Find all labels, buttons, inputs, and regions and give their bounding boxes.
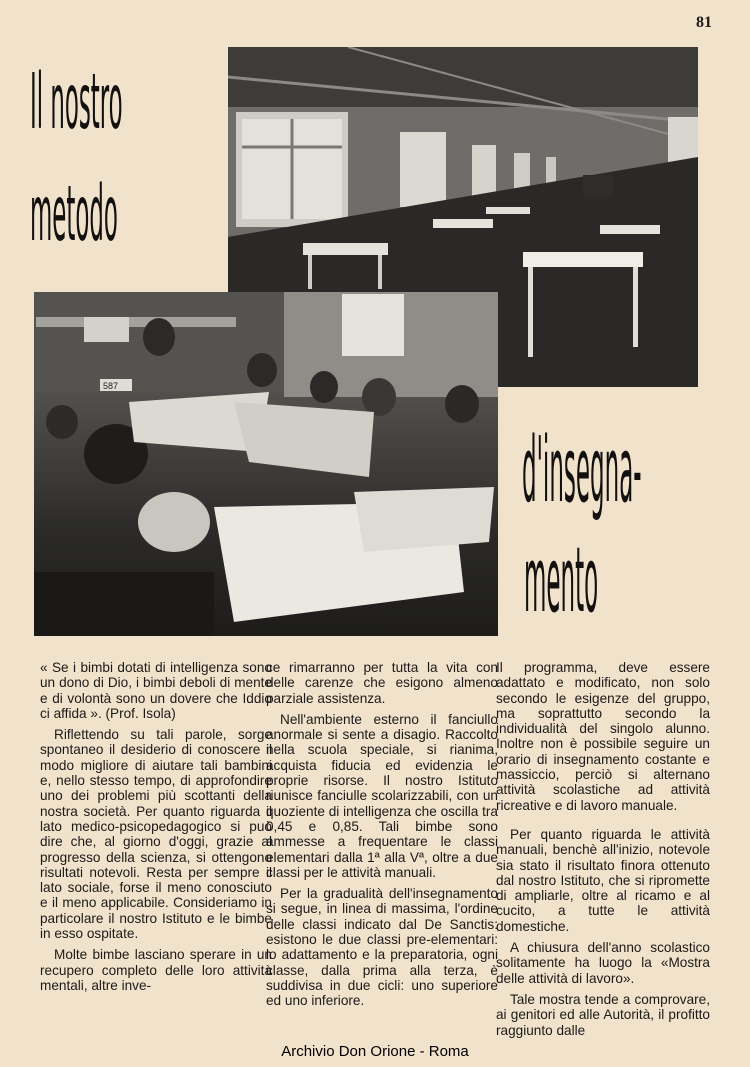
paragraph: A chiusura dell'anno scolastico solitamente ha luogo la «Mostra delle attività di lavoro». [496, 940, 710, 986]
sewing-class-photo [34, 292, 498, 636]
page-number: 81 [696, 14, 712, 31]
archive-footer: Archivio Don Orione - Roma [281, 1043, 469, 1060]
paragraph: Nell'ambiente esterno il fanciullo anormale si sente a disagio. Raccolto nella scuola speciale, si rianima, acquista fiducia ed evidenzia le proprie risorse. Il nostro Istituto riunisce fanciulle scolarizzabili, con un quoziente di intelligenza che oscilla tra 0,45 e 0,85. Tali bimbe sono ammesse a frequentare le classi elementari dalla 1ª alla Vª, oltre a due classi per le attività manuali. [266, 711, 498, 880]
paragraph: Per quanto riguarda le attività manuali, benchè all'inizio, notevole sia stato il risultato finora ottenuto dal nostro Istituto, che si ripromette di ampliarle, oltre al ricamo e al cucito, a tutte le attività domestiche. [496, 826, 710, 934]
desk-sign: 587 [103, 381, 119, 391]
text-column-2 [266, 660, 498, 1009]
title-line-1: Il nostro [30, 58, 123, 148]
paragraph: Per la gradualità dell'insegnamento si segue, in linea di massima, l'ordine delle classi indicato dal De Sanctis: esistono le due classi pre-elementari: lo adattamento e la preparatoria, ogni classe, dalla prima alla terza, è suddivisa in due cicli: uno superiore ed uno inferiore. [266, 886, 498, 1009]
paragraph: ce rimarranno per tutta la vita con delle carenze che esigono almeno parziale assistenza. [266, 660, 498, 706]
paragraph: Tale mostra tende a comprovare, ai genitori ed alle Autorità, il profitto raggiunto dalle [496, 991, 710, 1038]
text-column-1 [40, 660, 272, 993]
title-line-3: d'insegna- [522, 418, 642, 523]
title-line-2: metodo [30, 170, 118, 260]
paragraph: Il programma, deve essere adattato e modificato, non solo secondo le esigenze del gruppo, ma soprattutto secondo la individualità del singolo alunno. Inoltre non è possibile seguire un orario di insegnamento costante e massiccio, perciò si alternano attività scolastiche ad attività ricreative e di lavoro manuale. [496, 660, 710, 813]
paragraph: Molte bimbe lasciano sperare in un recupero completo delle loro attività mentali, altre inve- [40, 947, 272, 993]
paragraph: Riflettendo su tali parole, sorge spontaneo il desiderio di conoscere il modo migliore di aiutare tali bambini e, nello stesso tempo, di approfondire uno dei problemi più scottanti della nostra società. Per quanto riguarda il lato medico-psicopedagogico si può dire che, al giorno d'oggi, grazie al progresso della scienza, si ottengono risultati notevoli. Resta per sempre il lato sociale, forse il meno conosciuto e il meno applicabile. Consideriamo in particolare il nostro Istituto e le bimbe in esso ospitate. [40, 727, 272, 942]
text-column-3 [496, 660, 710, 1038]
paragraph: « Se i bimbi dotati di intelligenza sono un dono di Dio, i bimbi deboli di mente e di volontà sono un dovere che Iddio ci affida ». (Prof. Isola) [40, 660, 272, 721]
sewing-class-illustration [34, 292, 498, 636]
title-line-4: mento [524, 528, 599, 633]
